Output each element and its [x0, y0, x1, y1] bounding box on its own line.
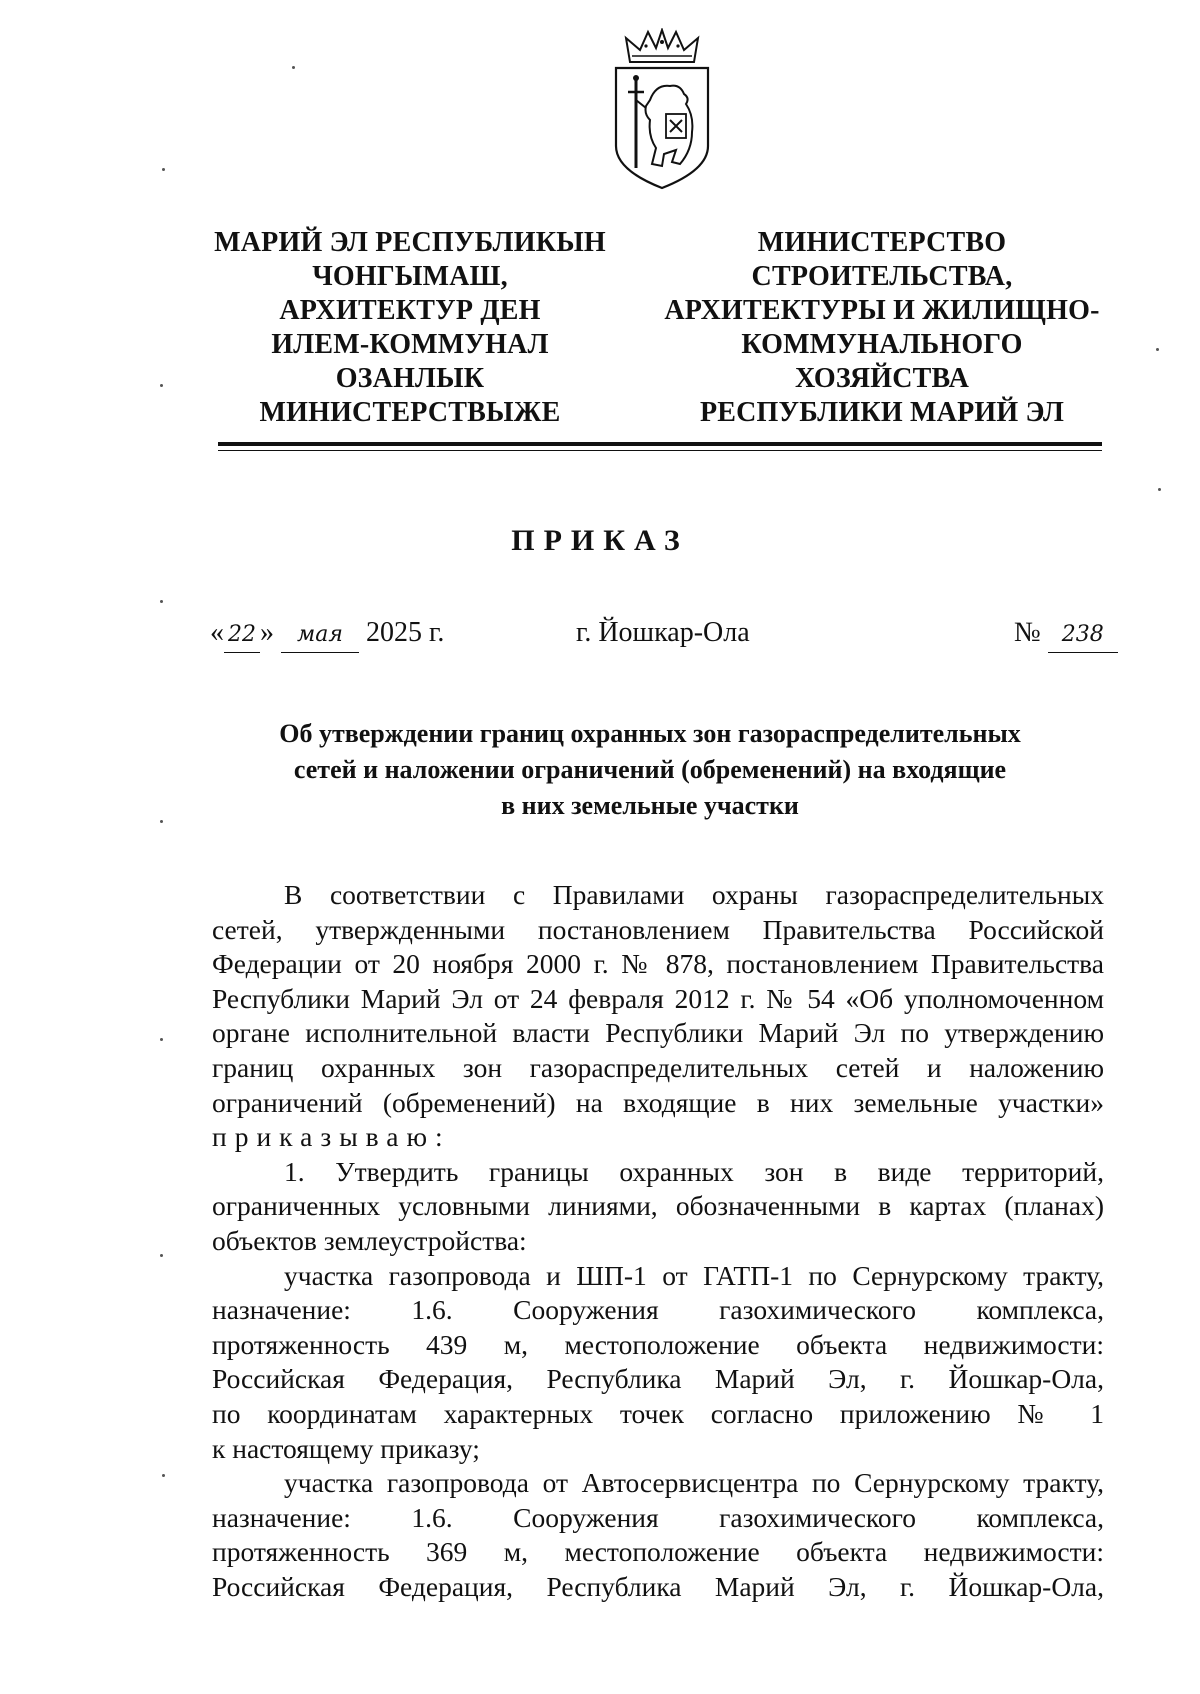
scan-speck	[160, 384, 163, 387]
header-left-line: ОЗАНЛЫК	[335, 363, 485, 394]
date-year: 2025 г.	[366, 617, 445, 648]
header-right-line: РЕСПУБЛИКИ МАРИЙ ЭЛ	[699, 397, 1065, 428]
scan-speck	[160, 820, 163, 823]
header-right-line: ХОЗЯЙСТВА	[794, 363, 970, 394]
scan-speck	[1156, 348, 1159, 351]
header-left-line: ИЛЕМ-КОММУНАЛ	[271, 329, 549, 360]
title-line: в них земельные участки	[501, 791, 799, 820]
date-month: мая	[281, 618, 359, 653]
date-open-quote: «	[210, 617, 224, 648]
header-right-line: АРХИТЕКТУРЫ И ЖИЛИЩНО-	[664, 295, 1100, 326]
document-type-heading: ПРИКАЗ	[511, 524, 689, 557]
body-line: границ охранных зон газораспределительных сетей и наложению	[212, 1051, 1104, 1083]
body-line: к настоящему приказу;	[212, 1432, 480, 1464]
body-line: участка газопровода от Автосервисцентра по Сернурскому тракту,	[284, 1467, 1104, 1499]
scan-speck	[162, 168, 165, 171]
body-line: Российская Федерация, Республика Марий Эл, г. Йошкар-Ола,	[212, 1363, 1104, 1395]
date-day: 22	[224, 618, 260, 653]
body-line: объектов землеустройства:	[212, 1224, 527, 1256]
header-marij-el-title	[208, 226, 612, 430]
body-line: участка газопровода и ШП-1 от ГАТП-1 по Сернурскому тракту,	[284, 1259, 1104, 1291]
body-line: ограничений (обременений) на входящие в них земельные участки»	[212, 1086, 1104, 1118]
date-close-quote: »	[260, 617, 274, 648]
scan-speck	[160, 1038, 163, 1041]
body-line: по координатам характерных точек согласно приложению № 1	[212, 1397, 1104, 1429]
scan-speck	[162, 1474, 165, 1477]
header-right-line: МИНИСТЕРСТВО	[757, 227, 1007, 258]
document-city: г. Йошкар-Ола	[576, 617, 750, 648]
header-right-line: СТРОИТЕЛЬСТВА,	[751, 261, 1013, 292]
body-line: приказываю:	[212, 1121, 451, 1153]
header-left-line: ЧОНГЫМАШ,	[312, 261, 508, 292]
scan-speck	[1158, 488, 1161, 491]
body-line: Российская Федерация, Республика Марий Эл, г. Йошкар-Ола,	[212, 1570, 1104, 1602]
scan-speck	[292, 66, 295, 69]
document-number	[1014, 616, 1118, 653]
document-body	[212, 878, 1104, 1604]
header-left-line: АРХИТЕКТУР ДЕН	[279, 295, 541, 326]
body-line: органе исполнительной власти Республики Марий Эл по утверждению	[212, 1017, 1104, 1049]
document-title	[200, 716, 1100, 824]
body-line: назначение: 1.6. Сооружения газохимического комплекса,	[212, 1501, 1104, 1533]
number-value: 238	[1048, 618, 1118, 653]
body-line: сетей, утвержденными постановлением Правительства Российской	[212, 913, 1104, 945]
body-line: протяженность 439 м, местоположение объекта недвижимости:	[212, 1328, 1104, 1360]
header-left-line: МИНИСТЕРСТВЫЖЕ	[259, 397, 561, 428]
body-line: Федерации от 20 ноября 2000 г. № 878, постановлением Правительства	[212, 948, 1104, 980]
body-line: В соответствии с Правилами охраны газораспределительных	[284, 879, 1104, 910]
header-right-line: КОММУНАЛЬНОГО	[741, 329, 1023, 360]
body-line: назначение: 1.6. Сооружения газохимического комплекса,	[212, 1294, 1104, 1326]
document-date	[210, 616, 444, 653]
body-line: ограниченных условными линиями, обозначенными в картах (планах)	[212, 1190, 1104, 1222]
body-line: 1. Утвердить границы охранных зон в виде территорий,	[284, 1155, 1104, 1187]
body-line: протяженность 369 м, местоположение объекта недвижимости:	[212, 1536, 1104, 1568]
body-line: Республики Марий Эл от 24 февраля 2012 г. № 54 «Об уполномоченном	[212, 982, 1104, 1014]
scan-speck	[160, 600, 163, 603]
header-russian-title	[664, 226, 1100, 430]
coat-of-arms-emblem	[606, 28, 718, 196]
scan-speck	[160, 1254, 163, 1257]
number-sign: №	[1014, 617, 1041, 648]
header-divider-thin	[218, 450, 1102, 451]
title-line: сетей и наложении ограничений (обременений) на входящие	[293, 755, 1007, 784]
header-left-line: МАРИЙ ЭЛ РЕСПУБЛИКЫН	[214, 227, 606, 258]
title-line: Об утверждении границ охранных зон газораспределительных	[279, 719, 1021, 748]
header-divider-thick	[218, 442, 1102, 446]
